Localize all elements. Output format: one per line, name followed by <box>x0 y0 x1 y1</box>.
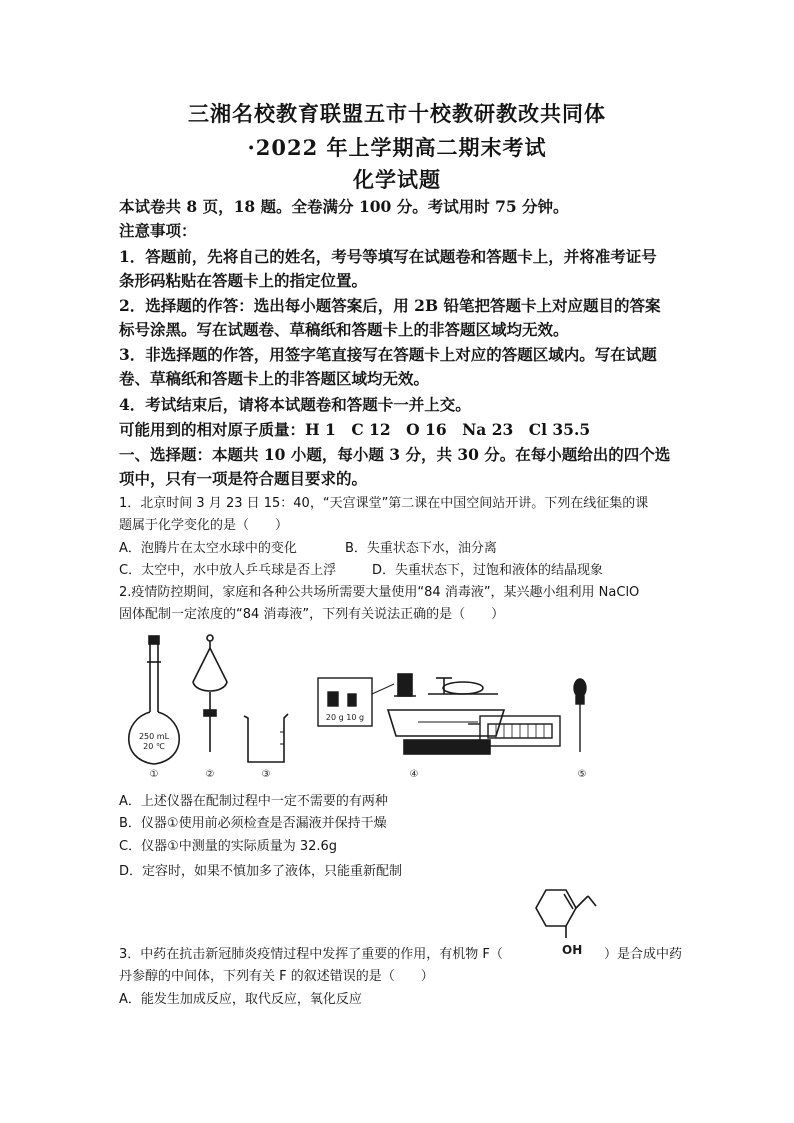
q1-option-c: C．太空中，水中放人乒乓球是否上浮 <box>119 563 337 578</box>
figure-label-2: ② <box>205 769 215 780</box>
header-line-2: ·2022 年上学期高二期末考试 <box>247 135 547 160</box>
q2-option-a: A．上述仪器在配制过程中一定不需要的有两种 <box>119 794 388 809</box>
notice-title: 注意事项： <box>119 221 197 240</box>
q1-option-a: A．泡腾片在太空水球中的变化 <box>119 541 297 556</box>
q2-option-c: C．仪器①中测量的实际质量为 32.6g <box>119 839 338 854</box>
q3-stem-a: 3．中药在抗击新冠肺炎疫情过程中发挥了重要的作用，有机物 F（ <box>119 947 503 962</box>
q2-option-b: B．仪器①使用前必须检查是否漏液并保持干燥 <box>119 816 387 831</box>
notice-4: 4．考试结束后，请将本试题卷和答题卡一并上交。 <box>119 395 471 414</box>
q1-stem-b: 题属于化学变化的是（ ） <box>119 518 289 533</box>
notice-3a: 3．非选择题的作答，用签字笔直接写在答题卡上对应的答题区域内。写在试题 <box>119 345 657 364</box>
oh-group-label: OH <box>562 943 583 957</box>
notice-3b: 卷、草稿纸和答题卡上的非答题区域均无效。 <box>119 369 430 388</box>
q2-option-d: D．定容时，如果不慎加多了液体，只能重新配制 <box>119 864 403 879</box>
weights-label: 20 g 10 g <box>325 713 365 722</box>
notice-2a: 2．选择题的作答：选出每小题答案后，用 2B 铅笔把答题卡上对应题目的答案 <box>119 296 661 315</box>
figure-label-3: ③ <box>261 769 271 780</box>
dropper <box>574 679 586 752</box>
q3-stem-a2: ）是合成中药 <box>604 947 683 962</box>
q1-option-d: D．失重状态下，过饱和液体的结晶现象 <box>372 563 604 578</box>
notice-1b: 条形码粘贴在答题卡上的指定位置。 <box>119 271 368 290</box>
notice-2b: 标号涂黑。写在试题卷、草稿纸和答题卡上的非答题区域均无效。 <box>119 320 569 339</box>
q1-option-b: B．失重状态下水，油分离 <box>345 541 497 556</box>
intro-summary: 本试卷共 8 页，18 题。全卷满分 100 分。考试用时 75 分钟。 <box>119 197 569 216</box>
q1-stem-a: 1．北京时间 3 月 23 日 15：40，“天宫课堂”第二课在中国空间站开讲。下列在线征集的课 <box>119 496 649 511</box>
figure-label-4: ④ <box>409 769 419 780</box>
separatory-funnel <box>193 635 227 752</box>
figure-label-1: ① <box>149 769 159 780</box>
balance <box>388 674 504 754</box>
flask-label-volume: 250 mL <box>138 732 170 741</box>
flask-label-temp: 20 ℃ <box>143 742 165 751</box>
section1-line-a: 一、选择题：本题共 10 小题，每小题 3 分，共 30 分。在每小题给出的四个选 <box>119 445 671 464</box>
atomic-masses: 可能用到的相对原子质量：H 1 C 12 O 16 Na 23 Cl 35.5 <box>119 420 591 439</box>
q2-stem-a: 2.疫情防控期间，家庭和各种公共场所需要大量使用“84 消毒液”，某兴趣小组利用 NaClO <box>119 585 640 600</box>
header-line-1: 三湘名校教育联盟五市十校教研教改共同体 <box>188 101 606 126</box>
q2-stem-b: 固体配制一定浓度的“84 消毒液”，下列有关说法正确的是（ ） <box>119 607 505 622</box>
figure-label-5: ⑤ <box>577 769 587 780</box>
notice-1a: 1．答题前，先将自己的姓名，考号等填写在试题卷和答题卡上，并将准考证号 <box>119 247 657 266</box>
header-line-3: 化学试题 <box>353 167 441 192</box>
apparatus-figure <box>118 632 628 782</box>
molecule-f-structure <box>526 882 606 962</box>
beaker <box>244 714 288 762</box>
section1-line-b: 项中，只有一项是符合题目要求的。 <box>119 469 368 488</box>
q3-stem-b: 丹参醇的中间体，下列有关 F 的叙述错误的是（ ） <box>119 969 434 984</box>
q3-option-a: A．能发生加成反应，取代反应，氧化反应 <box>119 992 362 1007</box>
